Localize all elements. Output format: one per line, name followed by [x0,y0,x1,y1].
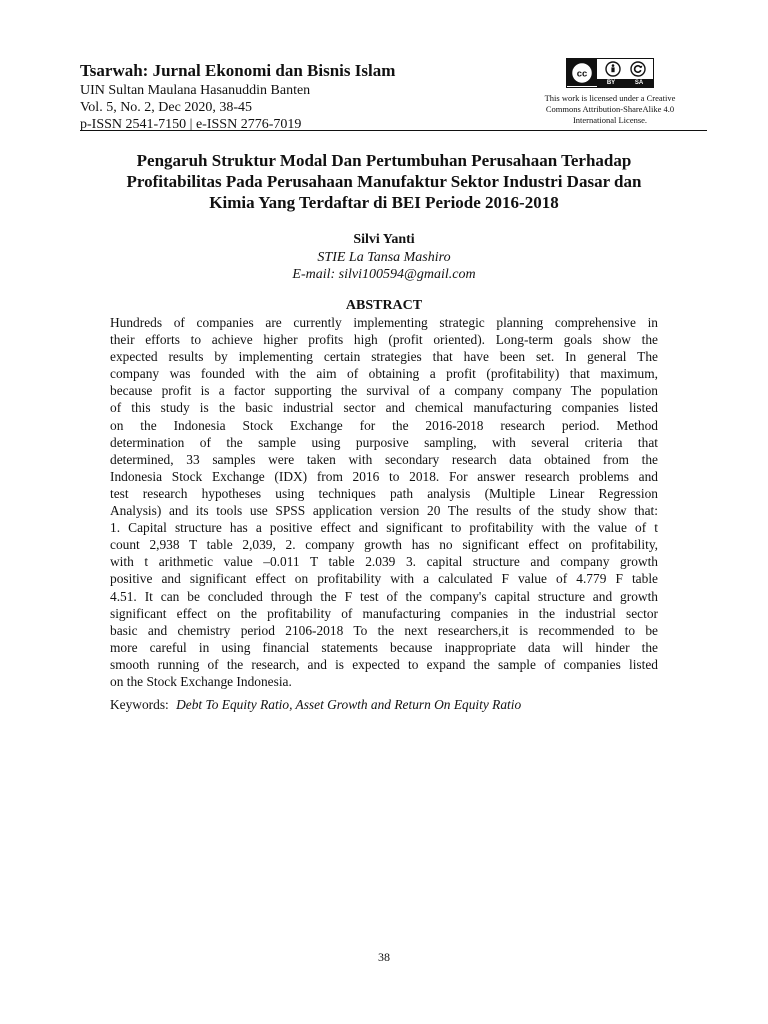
header-divider [80,130,707,131]
abstract-line: significant effect on the profitability of manufacturing companies in the industrial sector [110,605,658,621]
author-email[interactable]: E-mail: silvi100594@gmail.com [292,267,476,282]
title-line: Profitabilitas Pada Perusahaan Manufaktur Sektor Industri Dasar dan [126,172,642,191]
title-line: Kimia Yang Terdaftar di BEI Periode 2016-2018 [209,193,559,212]
abstract-line: Hundreds of companies are currently implementing strategic planning comprehensive in [110,315,658,330]
abstract-line: test research hypotheses using techniques path analysis (Multiple Linear Regression [110,485,658,501]
license-block [526,58,694,126]
author-block [0,231,768,283]
title-line: Pengaruh Struktur Modal Dan Pertumbuhan Perusahaan Terhadap [136,151,632,170]
license-line: Commons Attribution-ShareAlike 4.0 [545,103,675,114]
journal-institution: UIN Sultan Maulana Hasanuddin Banten [80,83,311,98]
abstract-line: count 2,938 T table 2,039, 2. company growth has no significant effect on profitability, [110,537,658,553]
abstract-line: 1. Capital structure has a positive effect and significant to profitability with the value of t [110,520,658,536]
abstract-line: their efforts to achieve higher profits high (profit oriented). Long-term goals show the [110,332,658,348]
abstract-line: company was founded with the aim of obtaining a profit (profitability) that maximum, [110,366,658,382]
abstract-line: 4.51. It can be concluded through the F test of the company's capital structure and growth [110,588,658,604]
journal-title: Tsarwah: Jurnal Ekonomi dan Bisnis Islam [80,61,396,80]
abstract-body [110,314,658,690]
cc-label: cc [576,68,588,79]
sa-label: SA [634,80,644,86]
license-line: International License. [572,114,648,125]
keywords-label: Keywords: [110,697,169,712]
abstract-line: expected results by implementing certain strategies that have been set. In general The [110,349,658,365]
keywords [110,696,670,713]
abstract-line: positive and significant effect on profitability with a calculated F value of 4.779 F table [110,571,658,587]
abstract-line: determination of the sample using purposive sampling, with several criteria that [110,434,658,450]
abstract-heading: ABSTRACT [345,298,423,313]
abstract-line: determined, 33 samples were taken with secondary research data obtained from the [110,451,658,467]
abstract-line: because profit is a factor supporting the survival of a company company The population [110,383,658,399]
abstract-line: on the Stock Exchange Indonesia. [110,673,292,689]
page-number: 38 [378,950,390,964]
author-affiliation: STIE La Tansa Mashiro [317,250,451,265]
abstract-line: Indonesia Stock Exchange (IDX) from 2016 to 2018. For answer research problems and [110,468,658,484]
paper-title [90,150,678,213]
by-label: BY [606,80,616,86]
creative-commons-icon [567,59,597,86]
license-text[interactable] [526,93,694,126]
abstract-line: basic and chemistry period 2106-2018 To the next researchers,it is recommended to be [110,622,658,638]
abstract-line: on the Indonesia Stock Exchange for the 2016-2018 research period. Method [110,417,658,433]
share-alike-icon [630,61,646,77]
cc-by-sa-badge[interactable] [566,58,654,88]
journal-header [80,60,395,133]
keywords-value: Debt To Equity Ratio, Asset Growth and Return On Equity Ratio [176,697,522,712]
journal-issn: p-ISSN 2541-7150 | e-ISSN 2776-7019 [80,117,302,132]
attribution-icon [605,61,621,77]
abstract-line: with t arithmetic value –0.011 T table 2.039 3. capital structure and company growth [110,554,658,570]
abstract-line: more careful in using financial statements because inappropriate data will hinder the [110,639,658,655]
abstract-line: smooth running of the research, and is expected to expand the sample of companies listed [110,656,658,672]
author-name: Silvi Yanti [353,232,415,247]
journal-volume: Vol. 5, No. 2, Dec 2020, 38-45 [80,100,253,115]
abstract-line: Analysis) and its tools use SPSS application version 20 The results of the study show that: [110,503,658,519]
license-line: This work is licensed under a Creative [544,92,676,103]
abstract-line: of this study is the basic industrial sector and chemical manufacturing companies listed [110,400,658,416]
